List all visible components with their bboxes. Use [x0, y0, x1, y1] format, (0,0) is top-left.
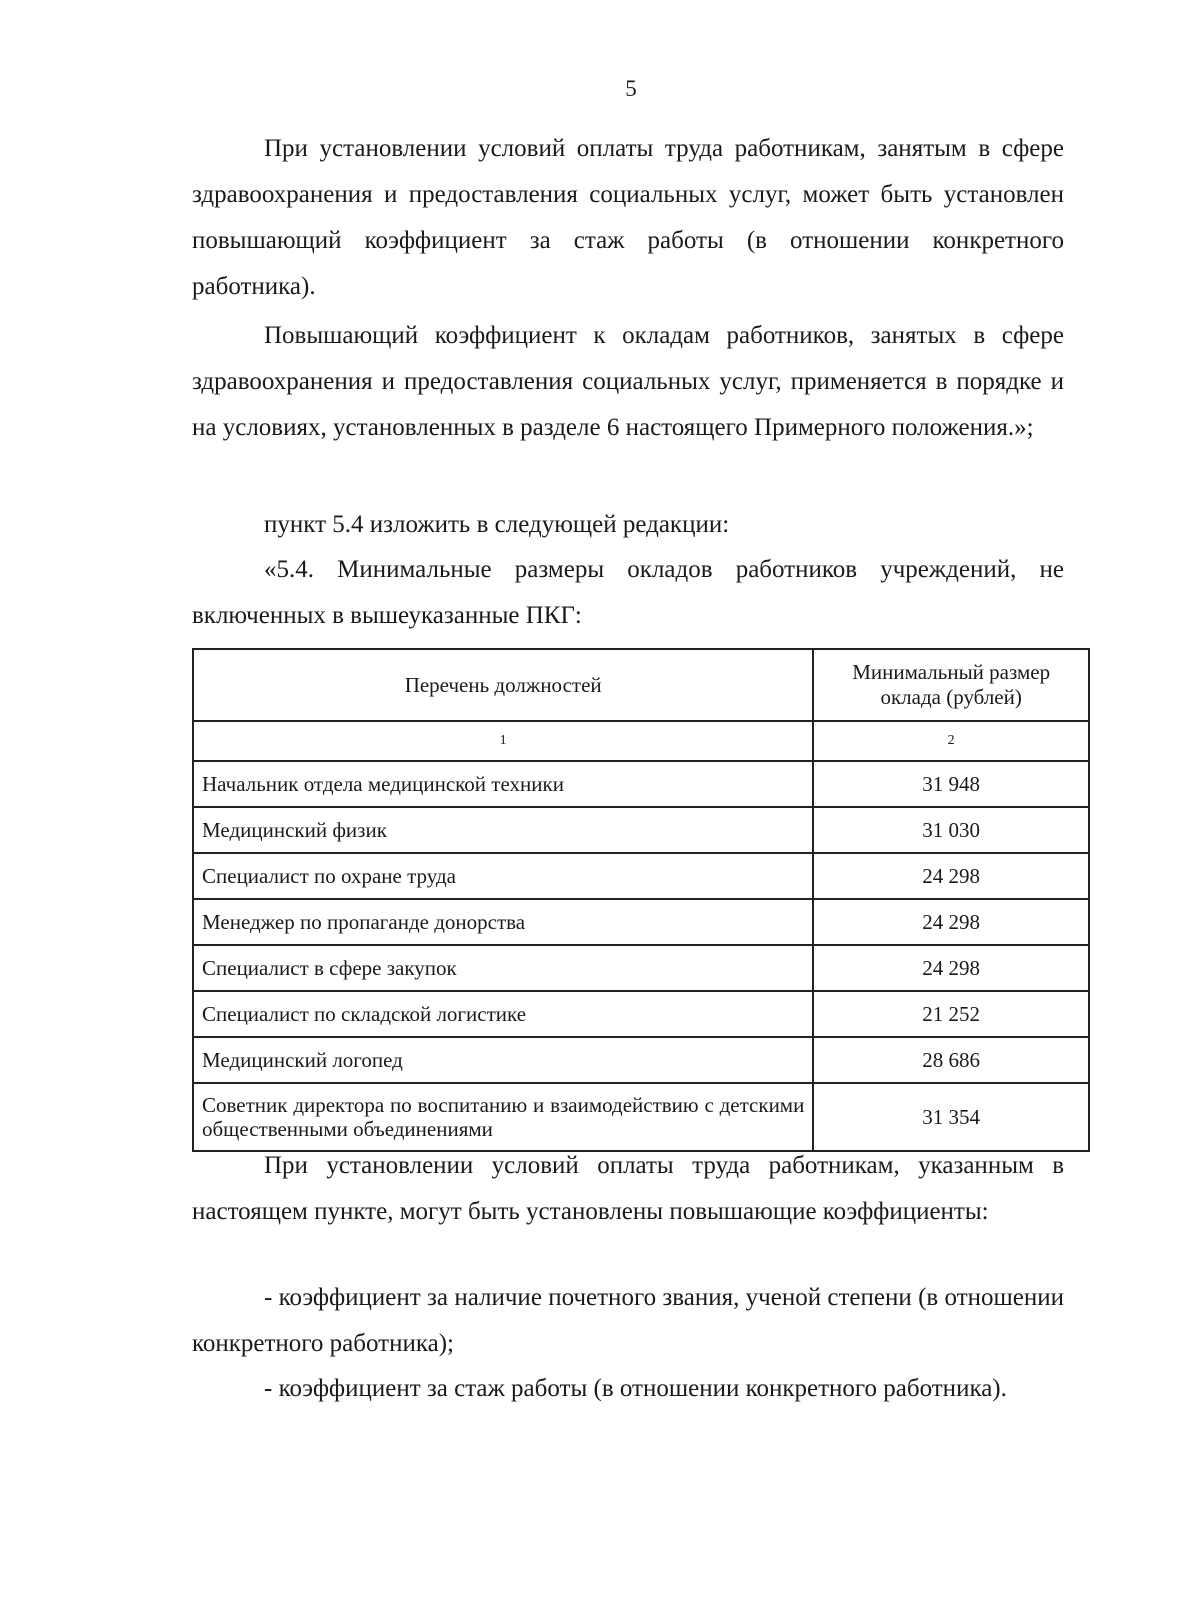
page-number: 5: [625, 76, 637, 101]
table-row: [193, 991, 1089, 1037]
table-row: [193, 761, 1089, 807]
header-positions: Перечень должностей: [193, 649, 813, 721]
salary-value: 31 030: [813, 807, 1089, 853]
paragraph-clause-5-4-intro: пункт 5.4 изложить в следующей редакции:: [264, 511, 730, 538]
position-name: Специалист по складской логистике: [193, 991, 813, 1037]
salary-value: 24 298: [813, 899, 1089, 945]
paragraph-coefficients-intro: При установлении условий оплаты труда работникам, указанным в настоящем пункте, могут быть установлены повышающие коэффициенты:: [192, 1152, 1064, 1225]
salary-table: [192, 648, 1090, 1152]
column-number-2: 2: [813, 721, 1089, 761]
salary-value: 24 298: [813, 945, 1089, 991]
table-row: [193, 853, 1089, 899]
position-name: Начальник отдела медицинской техники: [193, 761, 813, 807]
salary-value: 31 354: [813, 1083, 1089, 1151]
list-item-title-coefficient: - коэффициент за наличие почетного звания, ученой степени (в отношении конкретного работника);: [192, 1284, 1064, 1357]
column-number-1: 1: [193, 721, 813, 761]
position-name: Медицинский физик: [193, 807, 813, 853]
position-name: Менеджер по пропаганде донорства: [193, 899, 813, 945]
table-row: [193, 899, 1089, 945]
table-row: [193, 1083, 1089, 1151]
salary-value: 31 948: [813, 761, 1089, 807]
header-min-salary: Минимальный размер оклада (рублей): [813, 649, 1089, 721]
table-column-numbers: [193, 721, 1089, 761]
position-name: Советник директора по воспитанию и взаимодействию с детскими общественными объединениями: [193, 1083, 813, 1151]
salary-value: 21 252: [813, 991, 1089, 1037]
paragraph-coefficient-application: Повышающий коэффициент к окладам работников, занятых в сфере здравоохранения и предоставления социальных услуг, применяется в порядке и на условиях, установленных в разделе 6 настоящего Примерного положения.»;: [192, 322, 1064, 441]
table-row: [193, 945, 1089, 991]
salary-value: 24 298: [813, 853, 1089, 899]
paragraph-clause-5-4-title: «5.4. Минимальные размеры окладов работников учреждений, не включенных в вышеуказанные ПКГ:: [192, 556, 1064, 629]
position-name: Специалист по охране труда: [193, 853, 813, 899]
position-name: Специалист в сфере закупок: [193, 945, 813, 991]
list-item-experience-coefficient: - коэффициент за стаж работы (в отношении конкретного работника).: [264, 1375, 1007, 1402]
salary-value: 28 686: [813, 1037, 1089, 1083]
table-header-row: [193, 649, 1089, 721]
table-row: [193, 807, 1089, 853]
table-row: [193, 1037, 1089, 1083]
position-name: Медицинский логопед: [193, 1037, 813, 1083]
paragraph-coefficient-health: При установлении условий оплаты труда работникам, занятым в сфере здравоохранения и предоставления социальных услуг, может быть установлен повышающий коэффициент за стаж работы (в отношении конкретного работника).: [192, 135, 1064, 300]
